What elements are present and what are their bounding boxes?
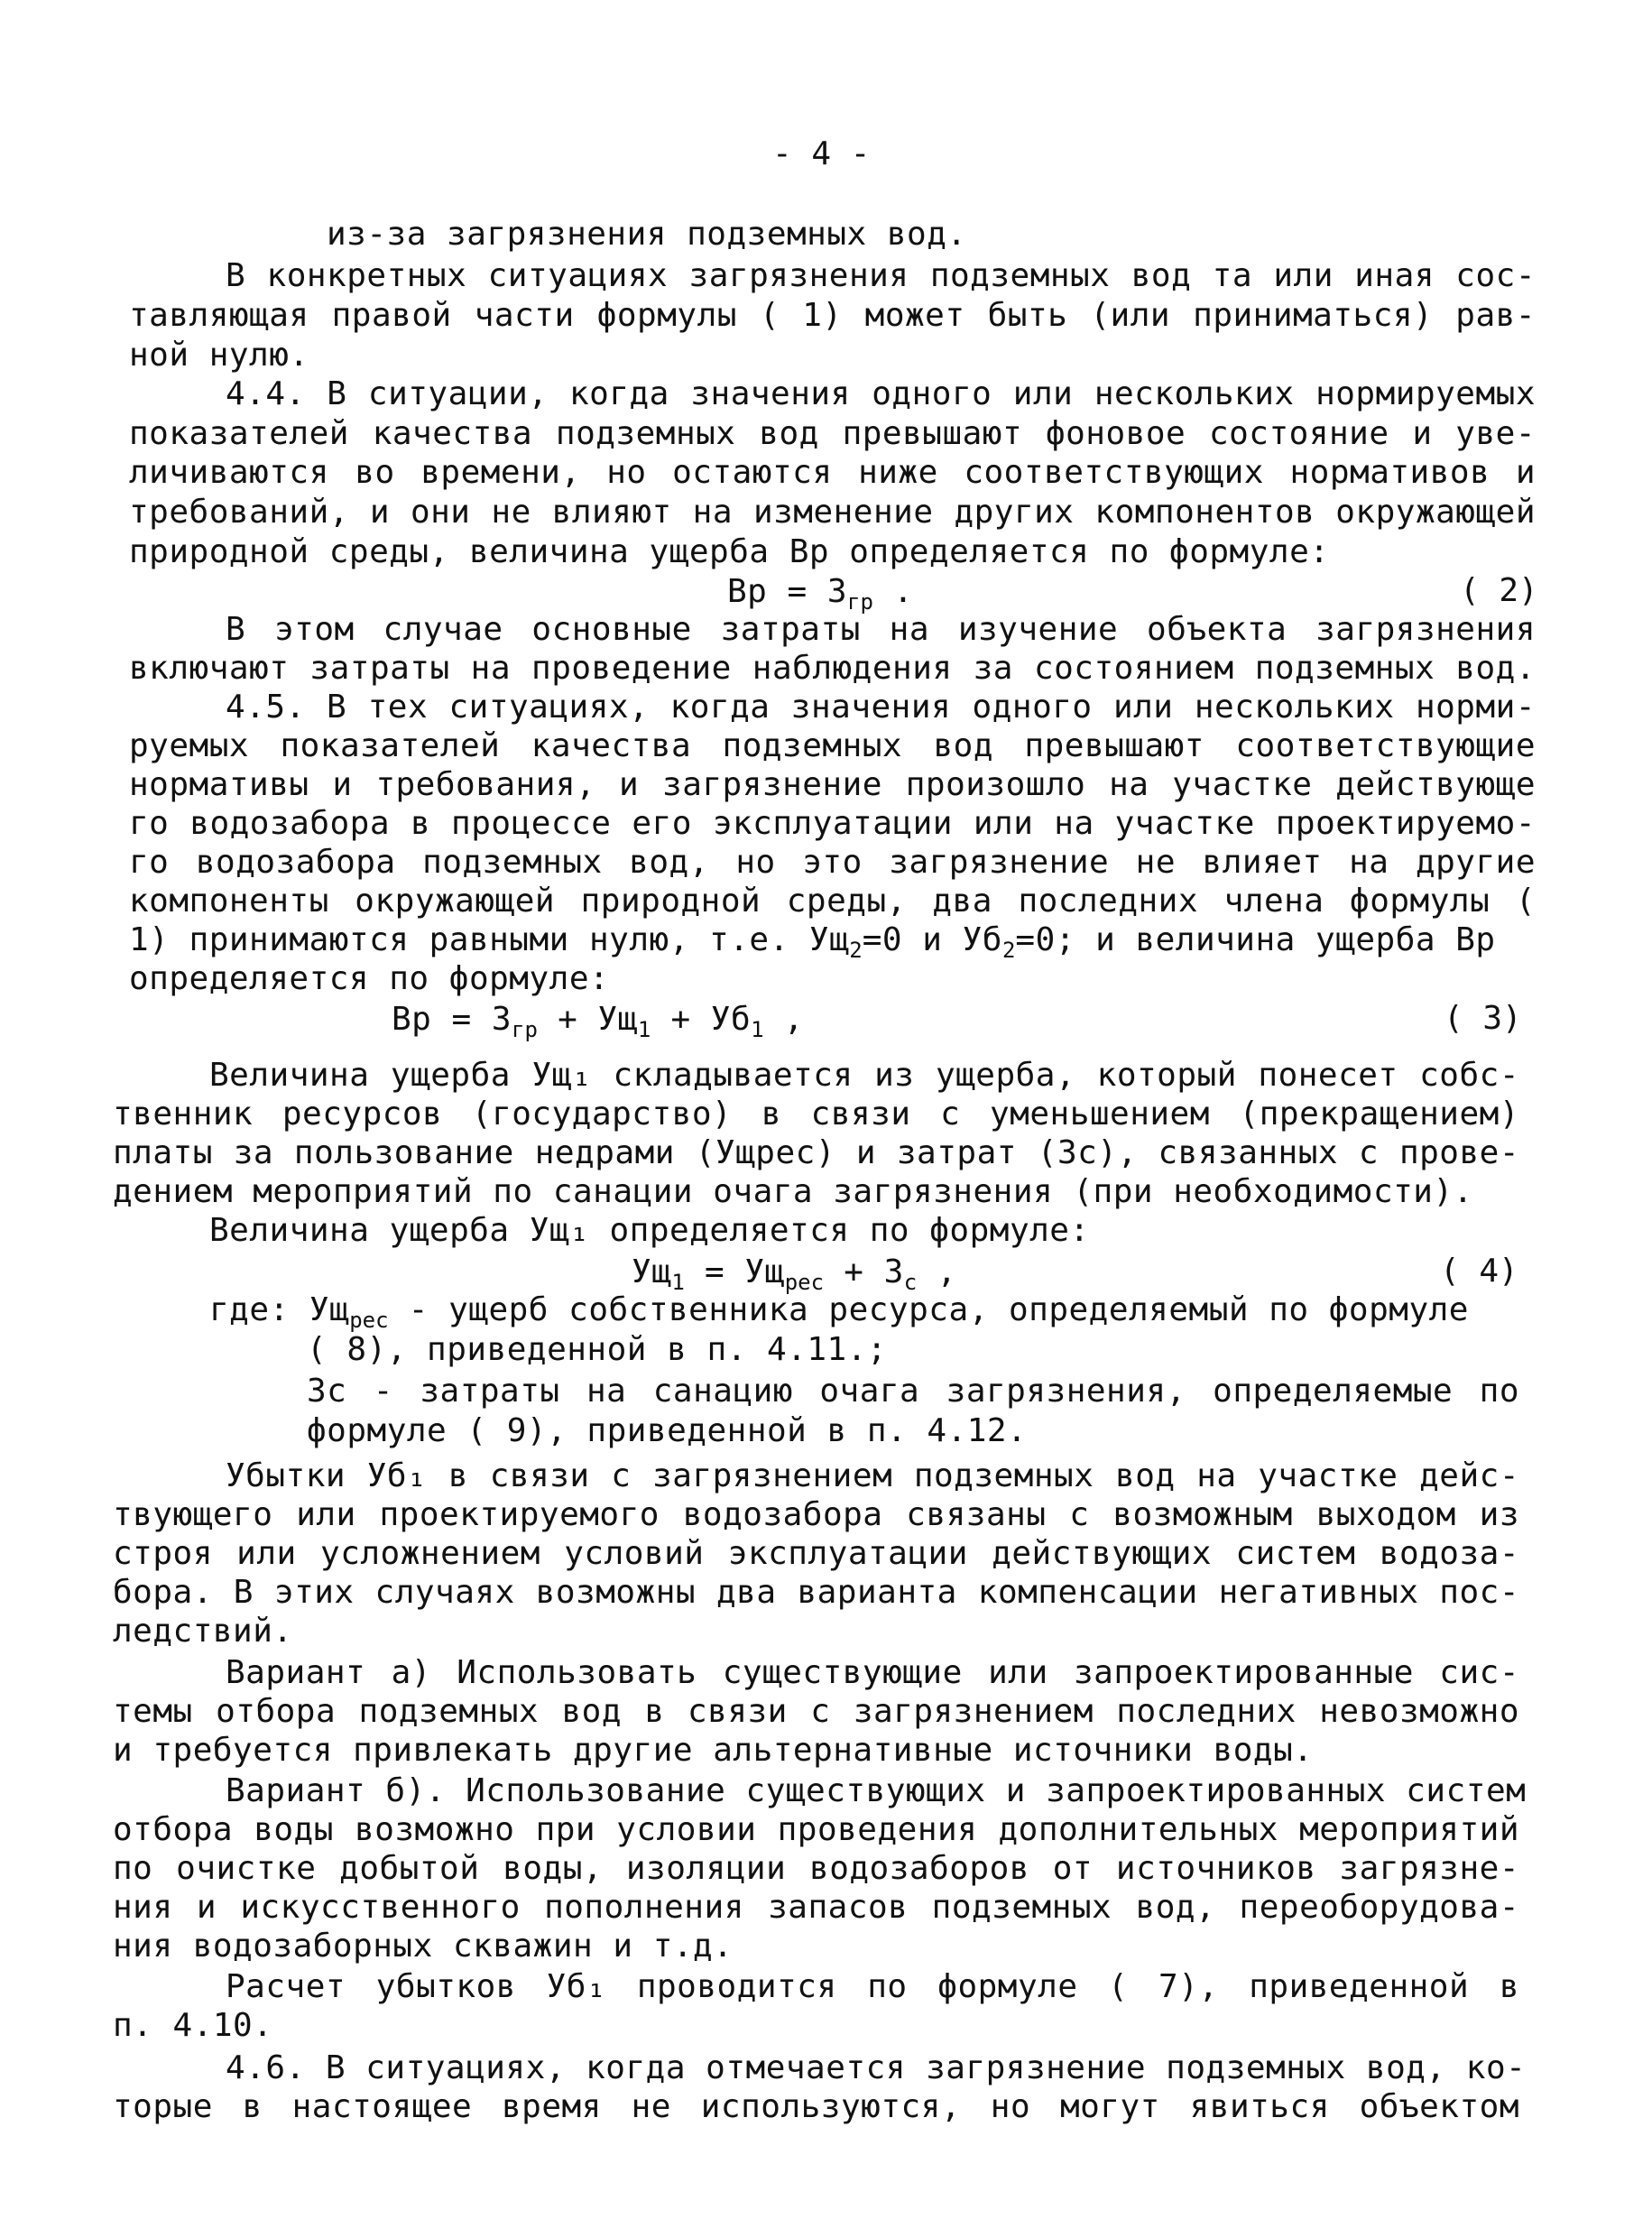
text-line: показателей качества подземных вод превышают фоновое состояние и уве-: [129, 415, 1536, 452]
text-line: ледствий.: [113, 1613, 293, 1650]
text-line: руемых показателей качества подземных вод превышают соответствующие: [129, 727, 1536, 764]
text-line: 4.5. В тех ситуациях, когда значения одного или нескольких норми-: [226, 689, 1536, 726]
text-line: личиваются во времени, но остаются ниже соответствующих нормативов и: [129, 454, 1536, 491]
text-line: формуле ( 9), приведенной в п. 4.12.: [307, 1412, 1028, 1449]
text-line: бора. В этих случаях возможны два варианта компенсации негативных пос-: [113, 1574, 1519, 1611]
text-line: по очистке добытой воды, изоляции водозаборов от источников загрязне-: [113, 1850, 1519, 1887]
text-line: дением мероприятий по санации очага загрязнения (при необходимости).: [113, 1173, 1473, 1210]
text-line: Зс - затраты на санацию очага загрязнения, определяемые по: [307, 1373, 1519, 1410]
formula-number: ( 3): [1444, 1000, 1522, 1037]
text-line: п. 4.10.: [113, 2007, 273, 2044]
text-line: и требуется привлекать другие альтернативные источники воды.: [113, 1732, 1314, 1769]
text-line: природной среды, величина ущерба Вр определяется по формуле:: [129, 533, 1330, 570]
text-line: Вариант б). Использование существующих и запроектированных систем: [226, 1772, 1527, 1809]
page-number: - 4 -: [772, 135, 871, 172]
where-line: где: $Ущ_{рес}$ - ущерб собственника ресурса, определяемый по формуле: [209, 1291, 1469, 1333]
text-line: строя или усложнением условий эксплуатации действующих систем водоза-: [113, 1535, 1519, 1572]
formula-number: ( 4): [1440, 1253, 1518, 1290]
text-line: из-за загрязнения подземных вод.: [327, 216, 967, 253]
text-line: ния водозаборных скважин и т.д.: [113, 1928, 734, 1965]
formula-3: Вр = $З_{гр} + Ущ_1 + Уб_1$ ,: [392, 1001, 804, 1042]
text-line: го водозабора подземных вод, но это загрязнение не влияет на другие: [129, 844, 1536, 881]
formula-2: Вр = $З_{гр}$ .: [727, 573, 914, 615]
text-line: определяется по формуле:: [129, 960, 610, 997]
text-line: включают затраты на проведение наблюдения за состоянием подземных вод.: [129, 650, 1536, 687]
text-line-with-subscripts: 1) принимаются равными нулю, т.е. $Ущ_2=0$ и $Уб_2=0$; и величина ущерба Вр: [129, 921, 1496, 963]
text-line: ния и искусственного пополнения запасов подземных вод, переоборудова-: [113, 1889, 1519, 1926]
text-line: нормативы и требования, и загрязнение произошло на участке действующе: [129, 766, 1536, 803]
text-line: В конкретных ситуациях загрязнения подземных вод та или иная сос-: [226, 257, 1536, 294]
text-line: 4.4. В ситуации, когда значения одного или нескольких нормируемых: [226, 375, 1536, 412]
text-line: платы за пользование недрами (Ущрес) и затрат (Зс), связанных с прове-: [113, 1134, 1519, 1171]
text-line: Расчет убытков Уб₁ проводится по формуле ( 7), приведенной в: [226, 1968, 1519, 2005]
text-line: Убытки Уб₁ в связи с загрязнением подземных вод на участке дейс-: [226, 1457, 1519, 1494]
text-line: Величина ущерба Ущ₁ определяется по формуле:: [209, 1212, 1090, 1249]
text-line: го водозабора в процессе его эксплуатации или на участке проектируемо-: [129, 805, 1536, 842]
text-line: торые в настоящее время не используются, но могут явиться объектом: [113, 2088, 1519, 2125]
text-line: компоненты окружающей природной среды, два последних члена формулы (: [129, 883, 1536, 920]
text-line: твенник ресурсов (государство) в связи с уменьшением (прекращением): [113, 1096, 1519, 1133]
formula-4: $Ущ_1 = Ущ_{рес} + З_с$ ,: [632, 1253, 957, 1295]
text-line: ( 8), приведенной в п. 4.11.;: [307, 1331, 888, 1368]
text-line: 4.6. В ситуациях, когда отмечается загрязнение подземных вод, ко-: [226, 2049, 1527, 2086]
text-line: В этом случае основные затраты на изучение объекта загрязнения: [226, 611, 1536, 648]
text-line: отбора воды возможно при условии проведения дополнительных мероприятий: [113, 1811, 1519, 1848]
text-line: темы отбора подземных вод в связи с загрязнением последних невозможно: [113, 1693, 1519, 1730]
text-line: Вариант а) Использовать существующие или запроектированные сис-: [226, 1654, 1519, 1691]
text-line: твующего или проектируемого водозабора связаны с возможным выходом из: [113, 1496, 1519, 1533]
text-line: Величина ущерба Ущ₁ складывается из ущерба, который понесет собс-: [209, 1057, 1519, 1094]
text-line: ной нулю.: [129, 337, 309, 374]
text-line: требований, и они не влияют на изменение других компонентов окружающей: [129, 494, 1536, 531]
formula-number: ( 2): [1460, 572, 1538, 609]
text-line: тавляющая правой части формулы ( 1) может быть (или приниматься) рав-: [129, 297, 1536, 334]
